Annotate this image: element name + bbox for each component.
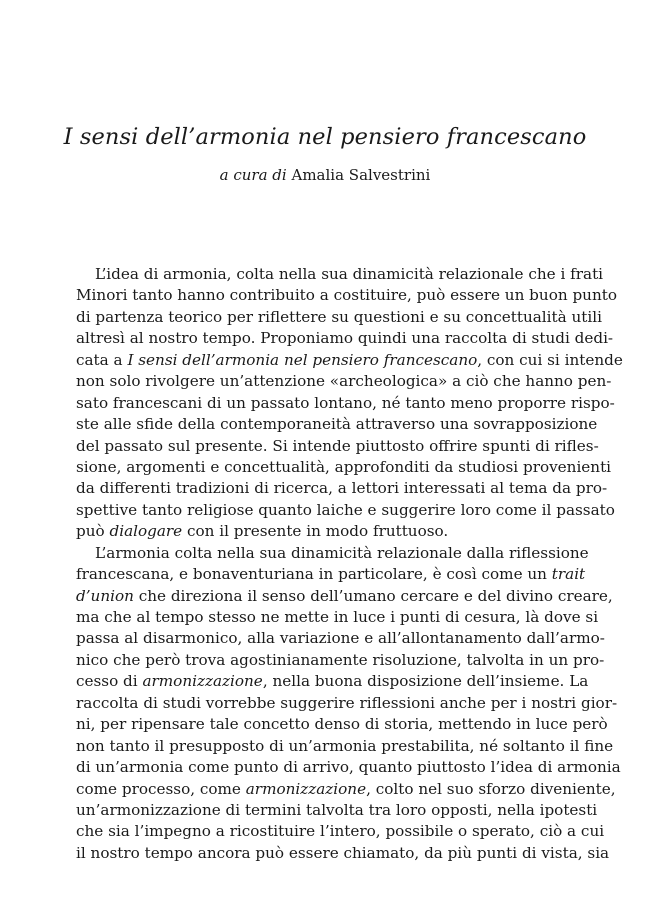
italic-text: armonizzazione	[142, 672, 263, 691]
text-run: passa al disarmonico, alla variazione e all’allontanamento dall’armo-	[76, 629, 605, 648]
text-line	[76, 328, 614, 349]
text-line	[76, 457, 612, 478]
text-run: il nostro tempo ancora può essere chiamato, da più punti di vista, sia	[76, 843, 610, 862]
text-line	[76, 285, 617, 306]
text-line	[76, 350, 623, 371]
text-run: di un’armonia come punto di arrivo, quanto piuttosto l’idea di armonia	[76, 758, 621, 777]
editor-prefix: a cura di	[219, 166, 287, 184]
italic-text: trait	[551, 565, 586, 584]
italic-text: d’union	[76, 586, 134, 605]
text-run: francescana, e bonaventuriana in particolare, è così come un	[76, 565, 552, 584]
text-line	[76, 307, 602, 328]
text-line	[76, 264, 604, 285]
text-line	[76, 586, 613, 607]
text-run: non tanto il presupposto di un’armonia prestabilita, né soltanto il fine	[76, 736, 614, 755]
italic-text: armonizzazione	[245, 779, 367, 798]
text-line	[76, 607, 599, 628]
text-line	[76, 478, 608, 499]
text-line	[76, 436, 599, 457]
text-line	[76, 564, 586, 585]
text-run: ni, per ripensare tale concetto denso di storia, mettendo in luce però	[76, 715, 608, 734]
text-line	[76, 800, 598, 821]
text-line	[76, 500, 615, 521]
text-line	[76, 671, 589, 692]
text-run: non solo rivolgere un’attenzione «archeologica» a ciò che hanno pen-	[76, 372, 612, 391]
text-run: L’idea di armonia, colta nella sua dinamicità relazionale che i frati	[95, 265, 604, 283]
text-line	[76, 628, 605, 649]
text-line	[76, 693, 618, 714]
text-run: con il presente in modo fruttuoso.	[182, 522, 449, 541]
text-run: ma che al tempo stesso ne mette in luce i punti di cesura, là dove si	[76, 608, 599, 626]
text-run: ste alle sfide della contemporaneità attraverso una sovrapposizione	[76, 415, 598, 434]
italic-text: dialogare	[109, 522, 183, 541]
text-line	[76, 736, 614, 757]
editor-name: Amalia Salvestrini	[291, 166, 431, 184]
text-run: come processo, come	[76, 779, 246, 798]
page-title: I sensi dell’armonia nel pensiero francescano	[63, 124, 587, 150]
text-run: altresì al nostro tempo. Proponiamo quindi una raccolta di studi dedi-	[76, 329, 614, 348]
text-run: raccolta di studi vorrebbe suggerire riflessioni anche per i nostri gior-	[76, 693, 618, 712]
text-run: da differenti tradizioni di ricerca, a lettori interessati al tema da pro-	[76, 479, 608, 498]
text-run: nico che però trova agostinianamente risoluzione, talvolta in un pro-	[76, 650, 605, 669]
text-run: cata a	[76, 350, 128, 369]
text-run: che sia l’impegno a ricostituire l’intero, possibile o sperato, ciò a cui	[76, 822, 605, 841]
text-line	[76, 757, 621, 778]
text-run: che direziona il senso dell’umano cercare e del divino creare,	[133, 586, 613, 605]
text-run: sione, argomenti e concettualità, approfonditi da studiosi provenienti	[76, 457, 612, 476]
italic-text: I sensi dell’armonia nel pensiero francescano	[127, 350, 478, 369]
text-line	[76, 414, 598, 435]
text-run: del passato sul presente. Si intende piuttosto offrire spunti di rifles-	[76, 436, 599, 455]
text-line	[76, 843, 610, 864]
text-line	[76, 393, 615, 414]
text-line	[76, 779, 616, 800]
text-line	[76, 650, 605, 671]
text-line	[76, 543, 589, 564]
text-line	[76, 521, 576, 542]
text-run: di partenza teorico per riflettere su questioni e su concettualità utili	[76, 307, 602, 326]
text-run: può	[76, 522, 110, 541]
text-run: cesso di	[76, 672, 143, 691]
text-line	[76, 371, 612, 392]
text-run: , con cui si intende	[477, 350, 623, 369]
text-run: , colto nel suo sforzo diveniente,	[366, 779, 616, 798]
text-line	[76, 714, 608, 735]
text-run: Minori tanto hanno contribuito a costituire, può essere un buon punto	[76, 286, 617, 305]
text-run: spettive tanto religiose quanto laiche e suggerire loro come il passato	[76, 500, 615, 519]
text-run: , nella buona disposizione dell’insieme. La	[262, 672, 589, 691]
body-text	[76, 264, 623, 864]
editor-credit	[0, 165, 650, 185]
text-line	[76, 821, 605, 842]
text-run: sato francescani di un passato lontano, né tanto meno proporre rispo-	[76, 393, 615, 412]
text-run: un’armonizzazione di termini talvolta tra loro opposti, nella ipotesti	[76, 800, 598, 819]
text-run: L’armonia colta nella sua dinamicità relazionale dalla riflessione	[95, 543, 589, 562]
